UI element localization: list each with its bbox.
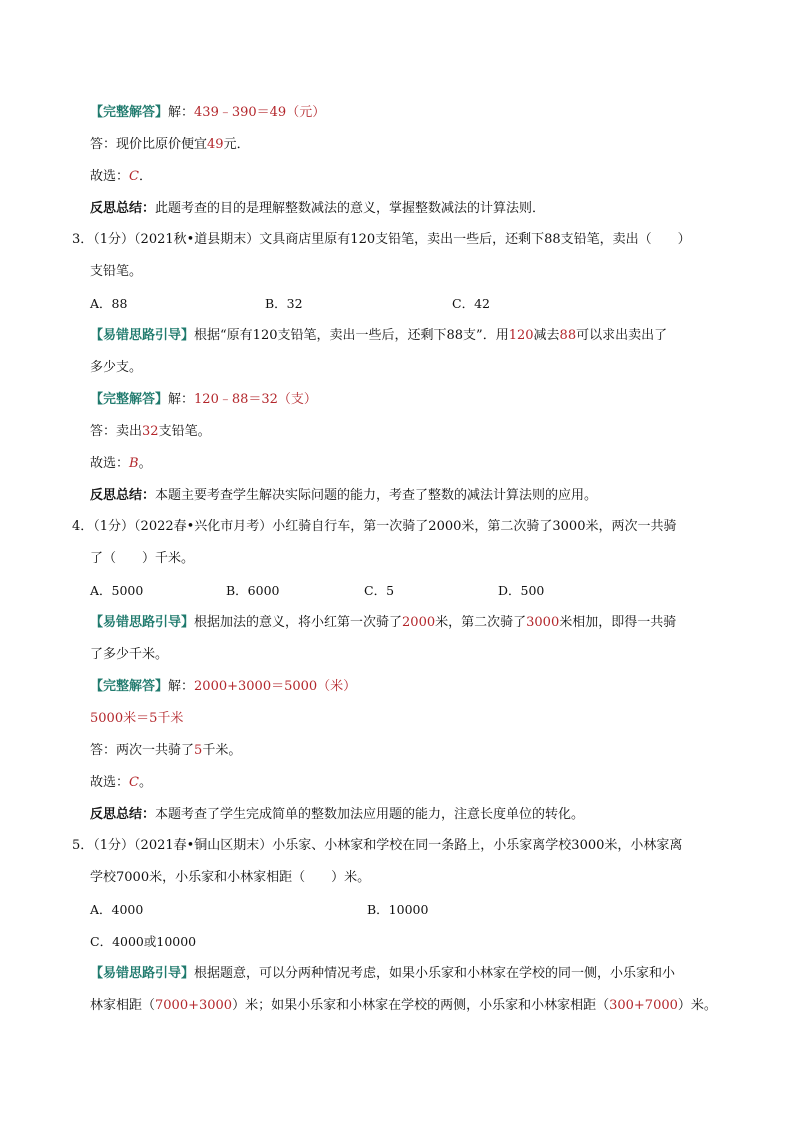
q3-option-c: C．42 bbox=[452, 296, 490, 311]
q3-hint-post: 可以求出卖出了 bbox=[576, 328, 668, 343]
prev-equation: 439﹣390＝49（元） bbox=[194, 105, 326, 120]
q4-full-answer-line bbox=[90, 678, 356, 696]
q3-stem-2: 支铅笔。 bbox=[90, 264, 143, 279]
answer-label: 答： bbox=[90, 743, 117, 758]
q3-reflect-text: 本题主要考查学生解决实际问题的能力，考查了整数的减法计算法则的应用。 bbox=[155, 488, 598, 503]
q3-stem-line-2 bbox=[90, 263, 142, 281]
prev-reflect-text: 此题考查的目的是理解整数减法的意义，掌握整数减法的计算法则． bbox=[155, 201, 546, 216]
prev-answer-number: 49 bbox=[207, 137, 224, 152]
q3-answer-unit: 支铅笔。 bbox=[158, 424, 211, 439]
q4-hint-number-b: 3000 bbox=[526, 615, 560, 630]
q4-convert-line bbox=[90, 710, 183, 728]
q4-hint-mid: 米，第二次骑了 bbox=[435, 615, 527, 630]
choice-label: 故选： bbox=[90, 169, 130, 184]
hint-tag: 【易错思路引导】 bbox=[90, 966, 195, 981]
q3-choice-letter: B bbox=[129, 456, 139, 471]
q4-answer-line bbox=[90, 742, 241, 760]
jie-label: 解： bbox=[168, 392, 195, 407]
q3-hint-number-a: 120 bbox=[508, 328, 534, 343]
q4-choice-letter: C bbox=[129, 775, 139, 790]
q5-option-b: B．10000 bbox=[367, 902, 429, 917]
q3-choice-end: 。 bbox=[138, 456, 152, 471]
q3-hint-mid2: 减去 bbox=[533, 328, 560, 343]
q3-stem-1: （1分）（2021秋•道县期末）文具商店里原有120支铅笔，卖出一些后，还剩下88支铅笔，卖出（ ） bbox=[93, 232, 691, 247]
q3-equation: 120﹣88＝32（支） bbox=[194, 392, 317, 407]
q4-equation: 2000+3000＝5000（米） bbox=[194, 679, 357, 694]
hint-tag: 【易错思路引导】 bbox=[90, 328, 195, 343]
q3-option-b: B．32 bbox=[265, 296, 303, 311]
q3-number: 3． bbox=[72, 232, 94, 247]
reflect-label: 反思总结： bbox=[90, 488, 156, 503]
q5-number: 5． bbox=[72, 838, 94, 853]
prev-answer-text: 现价比原价便宜 bbox=[116, 137, 208, 152]
q3-hint-pre: 根据 bbox=[194, 328, 221, 343]
q4-reflect-text: 本题考查了学生完成简单的整数加法应用题的能力，注意长度单位的转化。 bbox=[155, 807, 585, 822]
q4-answer-unit: 千米。 bbox=[202, 743, 242, 758]
q5-hint-expression-b: 300+7000 bbox=[609, 998, 678, 1013]
q3-option-a: A．88 bbox=[90, 296, 128, 311]
prev-choice-letter: C bbox=[129, 169, 139, 184]
full-answer-tag: 【完整解答】 bbox=[90, 392, 169, 407]
q3-full-answer-line bbox=[90, 391, 317, 409]
full-answer-tag: 【完整解答】 bbox=[90, 105, 169, 120]
prev-choice-end: ． bbox=[138, 169, 152, 184]
q4-option-c: C．5 bbox=[364, 583, 395, 598]
q4-option-b: B．6000 bbox=[226, 583, 280, 598]
q3-hint-line-1 bbox=[90, 327, 667, 345]
q4-hint-post: 米相加，即得一共骑 bbox=[559, 615, 677, 630]
q4-hint-line-2 bbox=[90, 646, 168, 664]
choice-label: 故选： bbox=[90, 775, 130, 790]
q3-answer-line bbox=[90, 423, 211, 441]
reflect-label: 反思总结： bbox=[90, 201, 156, 216]
q4-reflect-line bbox=[90, 806, 584, 824]
q5-hint-1: 根据题意，可以分两种情况考虑，如果小乐家和小林家在学校的同一侧，小乐家和小 bbox=[194, 966, 676, 981]
q3-hint-number-b: 88 bbox=[559, 328, 577, 343]
q5-hint-mid: ）米；如果小乐家和小林家在学校的两侧，小乐家和小林家相距（ bbox=[232, 998, 610, 1013]
q3-reflect-line bbox=[90, 487, 597, 505]
q5-stem-line-2 bbox=[90, 869, 370, 887]
q4-hint-pre: 根据加法的意义，将小红第一次骑了 bbox=[194, 615, 403, 630]
q3-hint-line-2 bbox=[90, 359, 142, 377]
q5-stem-line-1 bbox=[72, 837, 682, 855]
q4-hint-number-a: 2000 bbox=[402, 615, 436, 630]
q5-stem-2: 学校7000米，小乐家和小林家相距（ ）米。 bbox=[90, 870, 371, 885]
q3-choice-line bbox=[90, 455, 152, 473]
q3-stem-line-1 bbox=[72, 231, 691, 249]
q3-answer-text: 卖出 bbox=[116, 424, 143, 439]
q5-hint-line-1 bbox=[90, 965, 675, 983]
q4-option-a: A．5000 bbox=[90, 583, 144, 598]
answer-label: 答： bbox=[90, 137, 117, 152]
q4-hint-2: 了多少千米。 bbox=[90, 647, 169, 662]
q5-option-a: A．4000 bbox=[90, 902, 144, 917]
q4-choice-line bbox=[90, 774, 152, 792]
prev-reflect-line bbox=[90, 200, 545, 218]
hint-tag: 【易错思路引导】 bbox=[90, 615, 195, 630]
prev-choice-line bbox=[90, 168, 152, 186]
q4-number: 4． bbox=[72, 519, 94, 534]
q5-hint-pre: 林家相距（ bbox=[90, 998, 156, 1013]
q4-stem-2: 了（ ）千米。 bbox=[90, 551, 195, 566]
q5-hint-expression-a: 7000+3000 bbox=[155, 998, 233, 1013]
q5-hint-post: ）米。 bbox=[677, 998, 717, 1013]
q4-stem-1: （1分）（2022春•兴化市月考）小红骑自行车，第一次骑了2000米，第二次骑了3000米，两次一共骑 bbox=[93, 519, 677, 534]
q4-answer-number: 5 bbox=[194, 743, 203, 758]
choice-label: 故选： bbox=[90, 456, 130, 471]
jie-label: 解： bbox=[168, 105, 195, 120]
reflect-label: 反思总结： bbox=[90, 807, 156, 822]
full-answer-tag: 【完整解答】 bbox=[90, 679, 169, 694]
q4-unit-conversion: 5000米＝5千米 bbox=[90, 711, 184, 726]
q4-answer-text: 两次一共骑了 bbox=[116, 743, 195, 758]
q5-option-c: C．4000或10000 bbox=[90, 934, 197, 949]
q5-hint-line-2 bbox=[90, 997, 717, 1015]
q3-hint-quote: “原有120支铅笔，卖出一些后，还剩下88支” bbox=[220, 328, 483, 343]
q3-hint-mid: ．用 bbox=[482, 328, 509, 343]
answer-label: 答： bbox=[90, 424, 117, 439]
q4-stem-line-2 bbox=[90, 550, 194, 568]
prev-full-answer-line bbox=[90, 104, 325, 122]
q4-hint-line-1 bbox=[90, 614, 676, 632]
q4-option-d: D．500 bbox=[498, 583, 545, 598]
q4-stem-line-1 bbox=[72, 518, 676, 536]
jie-label: 解： bbox=[168, 679, 195, 694]
q5-stem-1: （1分）（2021春•铜山区期末）小乐家、小林家和学校在同一条路上，小乐家离学校3000米，小林家离 bbox=[93, 838, 683, 853]
q3-answer-number: 32 bbox=[142, 424, 159, 439]
q4-choice-end: 。 bbox=[138, 775, 152, 790]
q3-hint-2: 多少支。 bbox=[90, 360, 143, 375]
prev-answer-line bbox=[90, 136, 250, 154]
prev-answer-unit: 元． bbox=[223, 137, 250, 152]
